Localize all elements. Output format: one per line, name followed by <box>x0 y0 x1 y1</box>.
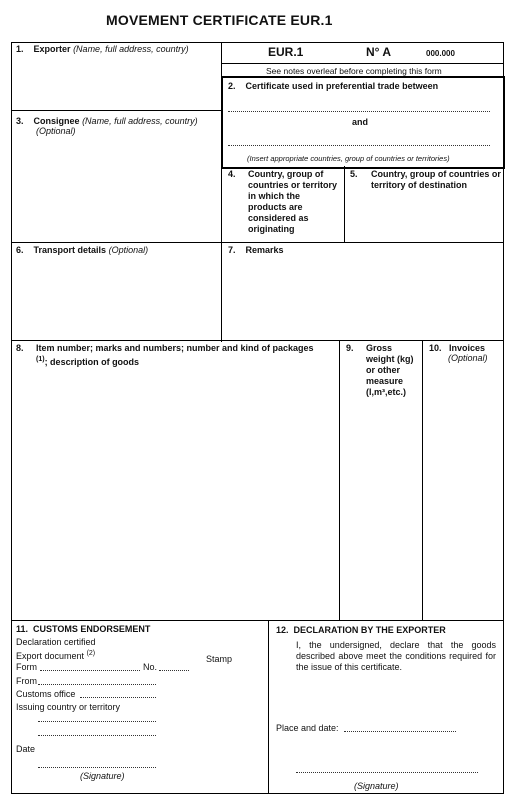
row-separator-1 <box>11 242 504 243</box>
box10-label: Invoices <box>449 343 486 353</box>
box3-label: 3. Consignee (Name, full address, country) <box>16 116 198 126</box>
frame-left <box>11 42 12 794</box>
box11-issuing: Issuing country or territory <box>16 702 121 712</box>
box11-box12-divider <box>268 620 269 794</box>
box3-optional: (Optional) <box>36 126 76 136</box>
box12-place-date: Place and date: <box>276 723 339 733</box>
box11-issuing-dots-1 <box>38 721 156 722</box>
box11-from-dots <box>38 684 156 685</box>
box8-label: Item number; marks and numbers; number and kind of packages $^{(1)}$; description of goods <box>36 343 314 367</box>
header-separator <box>221 63 504 64</box>
box11-form-dots <box>40 670 140 671</box>
box9-box10-divider <box>422 340 423 620</box>
box11-no: No. <box>143 662 158 672</box>
row-separator-3 <box>11 620 504 621</box>
box9-num: 9. <box>346 343 354 353</box>
box5-label: Country, group of countries or territory of destination <box>371 169 501 190</box>
box9-label: Gross weight (kg) or other measure (l,m³,etc.) <box>366 343 414 397</box>
box11-label: 11. CUSTOMS ENDORSEMENT <box>16 624 151 634</box>
box8-box9-divider <box>339 340 340 620</box>
box1-label: 1. Exporter (Name, full address, country) <box>16 44 189 54</box>
box12-text: I, the undersigned, declare that the goods described above meet the conditions required for the issue of this certificate. <box>296 640 496 672</box>
box12-label: 12. DECLARATION BY THE EXPORTER <box>276 625 446 635</box>
box11-stamp: Stamp <box>206 654 233 664</box>
box11-issuing-dots-2 <box>38 735 156 736</box>
box4-label: Country, group of countries or territory in which the products are considered as originating <box>248 169 338 234</box>
box4-box5-divider <box>344 166 345 243</box>
document-title: MOVEMENT CERTIFICATE EUR.1 <box>106 12 333 28</box>
box7-label: 7. Remarks <box>228 245 284 255</box>
cert-label: EUR.1 <box>268 45 304 59</box>
box11-date: Date <box>16 744 36 754</box>
box4-num: 4. <box>228 169 236 179</box>
box1-box3-separator <box>11 110 222 111</box>
box11-declaration: Declaration certified <box>16 637 96 647</box>
box11-signature: (Signature) <box>80 771 125 781</box>
box12-signature: (Signature) <box>354 781 399 791</box>
box11-customs-office: Customs office <box>16 689 76 699</box>
frame-bottom <box>11 793 504 794</box>
cert-no-label: N° A <box>366 45 392 59</box>
box11-export-doc: Export document $^{(2)}$ <box>16 650 96 661</box>
box11-signature-dots <box>38 767 156 768</box>
box11-no-dots <box>159 670 189 671</box>
box10-num: 10. <box>429 343 442 353</box>
row-separator-2 <box>11 340 504 341</box>
box11-from: From <box>16 676 37 686</box>
box12-place-date-dots <box>344 731 456 732</box>
box2-label: 2. Certificate used in preferential trade between <box>228 81 439 91</box>
box5-num: 5. <box>350 169 358 179</box>
box8-num: 8. <box>16 343 24 353</box>
box10-optional: (Optional) <box>448 353 488 363</box>
box12-signature-dots <box>296 772 478 773</box>
header-note: See notes overleaf before completing this form <box>266 66 442 76</box>
cert-number: 000.000 <box>426 49 455 58</box>
box11-form: Form <box>16 662 37 672</box>
box2-hint: (Insert appropriate countries, group of countries or territories) <box>247 154 450 163</box>
frame-top <box>11 42 504 43</box>
box11-customs-dots <box>80 697 156 698</box>
box2-dotline-2 <box>228 145 490 146</box>
box2-and: and <box>352 117 369 127</box>
box2-dotline-1 <box>228 111 490 112</box>
box6-label: 6. Transport details (Optional) <box>16 245 149 255</box>
